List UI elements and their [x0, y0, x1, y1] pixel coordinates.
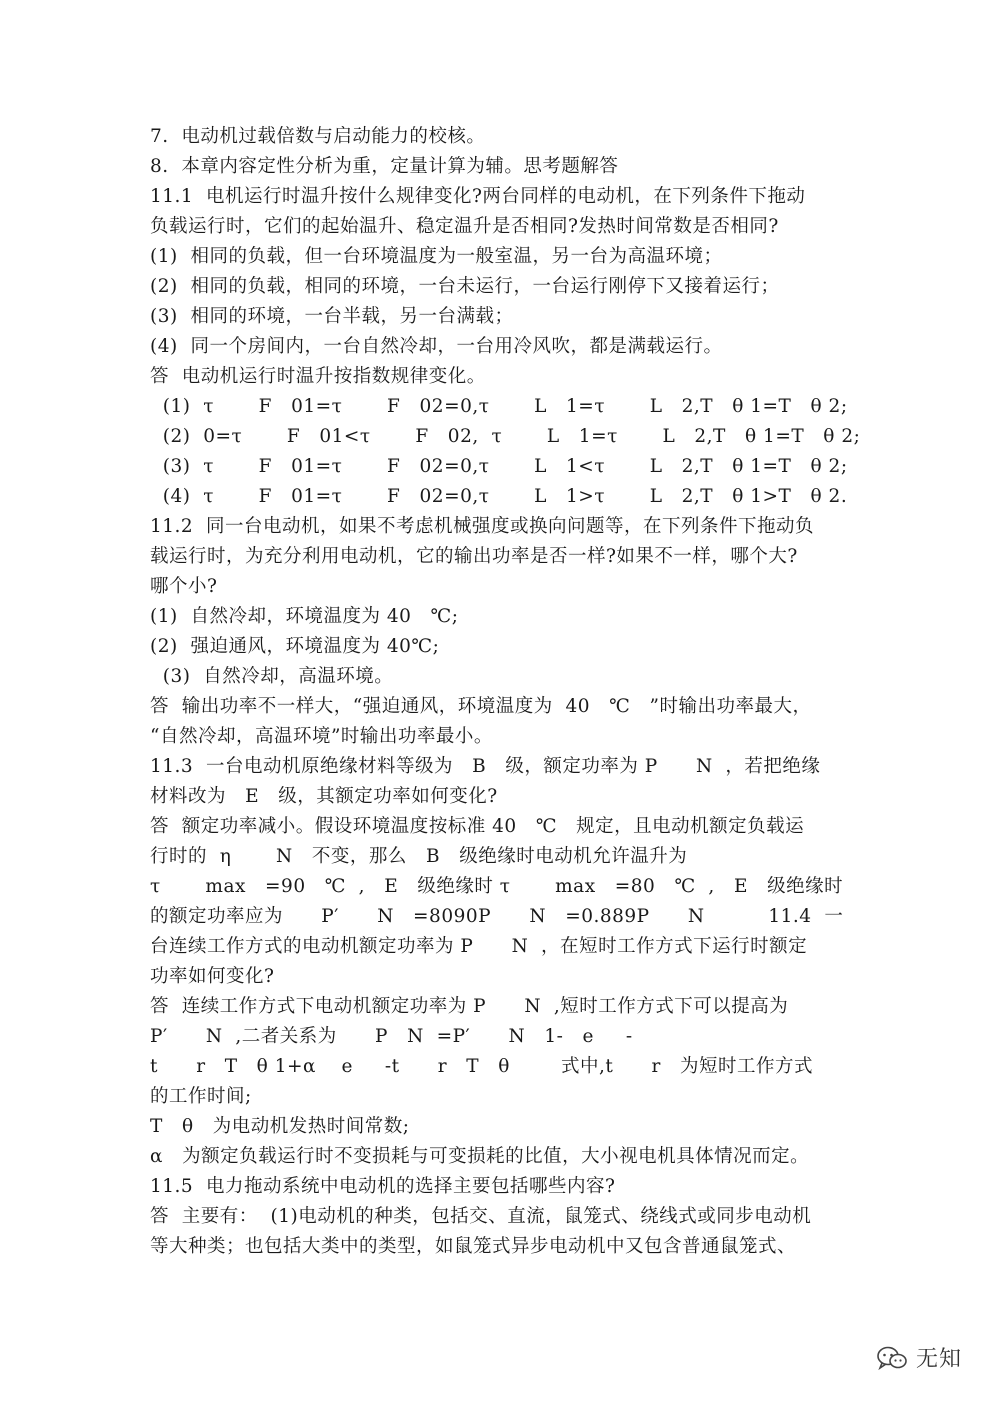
text-line: T θ 为电动机发热时间常数;	[150, 1116, 410, 1137]
text-line: 的工作时间;	[150, 1086, 252, 1107]
text-line: 台连续工作方式的电动机额定功率为 P N ，在短时工作方式下运行时额定	[150, 936, 808, 957]
formula-line: (4) τ F 01=τ F 02=0,τ L 1>τ L 2,T θ 1>T θ 2.	[150, 486, 848, 507]
text-line: (1) 自然冷却，环境温度为 40 ℃;	[150, 606, 459, 627]
text-line: 答 额定功率减小。假设环境温度按标准 40 ℃ 规定，且电动机额定负载运	[150, 816, 805, 837]
formula-line: (2) 0=τ F 01<τ F 02, τ L 1=τ L 2,T θ 1=T θ 2;	[150, 426, 861, 447]
text-line: (3) 自然冷却，高温环境。	[150, 666, 394, 687]
text-line: 11.2 同一台电动机，如果不考虑机械强度或换向问题等，在下列条件下拖动负	[150, 516, 814, 537]
watermark-text: 无知	[915, 1347, 962, 1372]
text-line: (3) 相同的环境，一台半载，另一台满载；	[150, 306, 514, 327]
text-line: 答 输出功率不一样大，“强迫通风，环境温度为 40 ℃ ”时输出功率最大，	[150, 696, 812, 717]
text-line: 负载运行时，它们的起始温升、稳定温升是否相同?发热时间常数是否相同?	[150, 216, 779, 237]
text-line: 7. 电动机过载倍数与启动能力的校核。	[150, 126, 486, 147]
text-line: α 为额定负载运行时不变损耗与可变损耗的比值，大小视电机具体情况而定。	[150, 1146, 810, 1167]
text-line: 载运行时，为充分利用电动机，它的输出功率是否一样?如果不一样，哪个大?	[150, 546, 798, 567]
wechat-icon	[876, 1345, 908, 1371]
formula-line: 的额定功率应为 P′ N =8090P N =0.889P N 11.4 一	[150, 906, 844, 927]
text-line: (2) 强迫通风，环境温度为 40℃;	[150, 636, 440, 657]
text-line: 答 主要有： (1)电动机的种类，包括交、直流，鼠笼式、绕线式或同步电动机	[150, 1206, 812, 1227]
text-line: 11.1 电机运行时温升按什么规律变化?两台同样的电动机，在下列条件下拖动	[150, 186, 806, 207]
formula-line: t r T θ 1+α e -t r T θ 式中,t r 为短时工作方式	[150, 1056, 814, 1077]
formula-line: P′ N ,二者关系为 P N =P′ N 1- e -	[150, 1026, 633, 1047]
text-line: “自然冷却，高温环境”时输出功率最小。	[150, 726, 493, 747]
text-line: 答 连续工作方式下电动机额定功率为 P N ,短时工作方式下可以提高为	[150, 996, 789, 1017]
text-line: (2) 相同的负载，相同的环境，一台未运行，一台运行刚停下又接着运行；	[150, 276, 780, 297]
text-line: 功率如何变化?	[150, 966, 275, 987]
text-line: 答 电动机运行时温升按指数规律变化。	[150, 366, 486, 387]
text-line: 哪个小?	[150, 576, 218, 597]
formula-line: τ max =90 ℃ , E 级绝缘时 τ max =80 ℃ , E 级绝缘时	[150, 876, 844, 897]
formula-line: (1) τ F 01=τ F 02=0,τ L 1=τ L 2,T θ 1=T θ 2;	[150, 396, 848, 417]
text-line: 材料改为 E 级，其额定功率如何变化?	[150, 786, 498, 807]
text-line: 等大种类；也包括大类中的类型，如鼠笼式异步电动机中又包含普通鼠笼式、	[150, 1236, 797, 1257]
text-line: 11.3 一台电动机原绝缘材料等级为 B 级，额定功率为 P N ，若把绝缘	[150, 756, 821, 777]
formula-line: (3) τ F 01=τ F 02=0,τ L 1<τ L 2,T θ 1=T θ 2;	[150, 456, 848, 477]
text-line: 行时的 η N 不变，那么 B 级绝缘时电动机允许温升为	[150, 846, 688, 867]
text-line: (1) 相同的负载，但一台环境温度为一般室温，另一台为高温环境；	[150, 246, 723, 267]
text-line: 8. 本章内容定性分析为重，定量计算为辅。思考题解答	[150, 156, 619, 177]
text-line: 11.5 电力拖动系统中电动机的选择主要包括哪些内容?	[150, 1176, 616, 1197]
text-line: (4) 同一个房间内，一台自然冷却，一台用冷风吹，都是满载运行。	[150, 336, 723, 357]
watermark	[876, 1342, 962, 1373]
